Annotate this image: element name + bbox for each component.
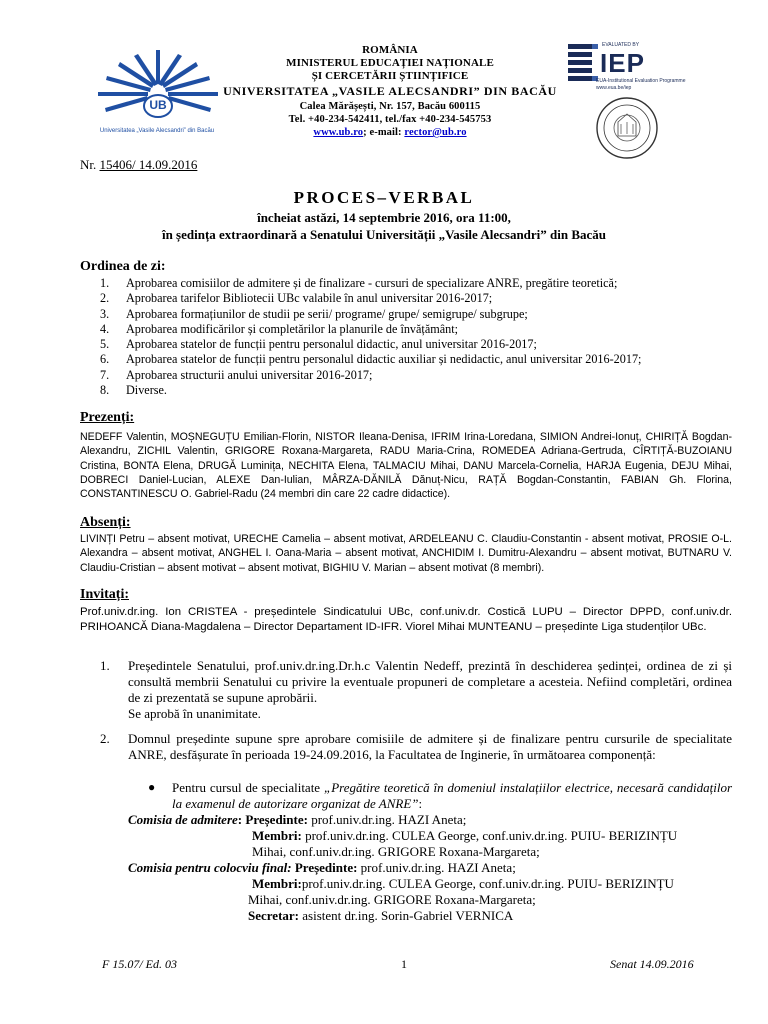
colloquium-commission <box>128 860 516 876</box>
colloquium-members-cont: Mihai, conf.univ.dr.ing. GRIGORE Roxana-Margareta; <box>248 892 536 907</box>
minutes-item-2 <box>100 731 732 763</box>
university-logo-caption: Universitatea „Vasile Alecsandri” din Bacău <box>99 128 215 134</box>
iep-evaluated-by: EVALUATED BY <box>602 42 640 48</box>
email-link[interactable]: rector@ub.ro <box>404 127 467 138</box>
agenda-heading: Ordinea de zi: <box>80 259 166 274</box>
minutes-item-1 <box>100 658 732 722</box>
invited-heading: Invitați: <box>80 587 129 602</box>
footer-senate-date: Senat 14.09.2016 <box>610 957 694 971</box>
agenda-list <box>100 276 641 398</box>
minutes-item-number: 2. <box>100 731 110 746</box>
course-title: „Pregătire teoretică în domeniul instalațiilor electrice, necesară candidaților la examenul de autorizare organizat de ANRE” <box>172 780 733 811</box>
document-title: PROCES–VERBAL <box>293 188 475 207</box>
absent-heading: Absenți: <box>80 515 131 530</box>
agenda-item: 5. Aprobarea statelor de funcții pentru personalul didactic, anul universitar 2016-2017; <box>100 337 537 352</box>
course-description: Pentru cursul de specialitate „Pregătire teoretică în domeniul instalațiilor electrice, necesară candidaților la examenul de autorizare organizat de ANRE”: <box>172 780 733 811</box>
invited-list: Prof.univ.dr.ing. Ion CRISTEA - președintele Sindicatului UBc, conf.univ.dr. Costică LUPU – Director DPPD, conf.univ.dr. PRIHOANCĂ Diana-Magdalena – Director Departament ID-IFR. Viorel Mihai MUNTEANU – președinte Liga studenților UBc. <box>80 606 732 633</box>
header-contact <box>200 127 580 138</box>
admission-president-label: Președinte: <box>245 812 308 827</box>
absent-list: LIVINȚI Petru – absent motivat, URECHE Camelia – absent motivat, ARDELEANU C. Claudiu-Constantin - absent motivat, PROSIE O-L. Alexandra – absent motivat, ANGHEL I. Oana-Maria – absent motivat, ANCHIDIM I. Dumitru-Alexandru – absent motivat, BUTNARU V. Claudiu-Cristian – absent motivat – absent motivat, BIGHIU V. Marian – absent motivat (8 membri). <box>80 533 732 574</box>
header-university: UNIVERSITATEA „VASILE ALECSANDRI” DIN BACĂU <box>223 84 557 98</box>
footer-page-number: 1 <box>401 957 407 971</box>
university-logo-initials: UB <box>149 98 167 112</box>
colloquium-president-label: Președinte: <box>294 860 358 875</box>
header-phone: Tel. +40-234-542411, tel./fax +40-234-545753 <box>288 114 492 125</box>
colloquium-members: Membri:prof.univ.dr.ing. CULEA George, conf.univ.dr.ing. PUIU- BERIZINȚU <box>252 876 674 891</box>
admission-members: Membri: prof.univ.dr.ing. CULEA George, conf.univ.dr.ing. PUIU- BERIZINȚU <box>252 828 678 843</box>
document-number-value: 15406/ 14.09.2016 <box>99 157 198 172</box>
present-heading: Prezenți: <box>80 410 135 425</box>
agenda-item: 6. Aprobarea statelor de funcții pentru personalul didactic auxiliar și nedidactic, anul universitar 2016-2017; <box>100 352 642 367</box>
present-list: NEDEFF Valentin, MOȘNEGUȚU Emilian-Florin, NISTOR Ileana-Denisa, IFRIM Irina-Loredana, SIMION Andrei-Ionuț, CHIRIȚĂ Bogdan-Alexandru, ZICHIL Valentin, GRIGORE Roxana-Margareta, RADU Maria-Crina, ROMEDEA Adriana-Gertruda, CÎRTIȚĂ-BUZOIANU Cristina, BONTA Elena, DRUGĂ Luminița, NECHITA Elena, TALMACIU Mihai, DANU Marcela-Cornelia, HARJA Eugenia, DEJU Mihai, DOBRECI Daniel-Lucian, ALEXE Dan-Iulian, MÂRZA-DĂNILĂ Dănuț-Nicu, RAȚĂ Bogdan-Constantin, FABIAN Gh. Florina, CONSTANTINESCU O. Gabriel-Radu (24 membri din care 22 cadre didactice). <box>80 431 732 501</box>
minutes-item-result: Se aprobă în unanimitate. <box>128 706 261 721</box>
agenda-item: 7. Aprobarea structurii anului universitar 2016-2017; <box>100 367 373 382</box>
footer-form-code: F 15.07/ Ed. 03 <box>102 957 177 971</box>
iep-caption: EUA-Institutional Evaluation Programme <box>596 78 686 84</box>
course-prefix: Pentru cursul de specialitate <box>172 780 324 795</box>
agenda-item: 8. Diverse. <box>100 383 167 398</box>
website-link[interactable]: www.ub.ro <box>313 127 364 138</box>
header-address: Calea Mărășești, Nr. 157, Bacău 600115 <box>299 101 481 112</box>
bullet-icon: ● <box>148 780 156 794</box>
admission-commission: Comisia de admitere: Președinte: prof.univ.dr.ing. HAZI Aneta; <box>128 812 467 827</box>
header-ministry-line1: MINISTERUL EDUCAȚIEI NAȚIONALE <box>286 57 494 69</box>
colloquium-secretary: Secretar: asistent dr.ing. Sorin-Gabriel VERNICA <box>248 908 514 923</box>
iep-url: www.eua.be/iep <box>596 85 632 91</box>
colloquium-president: prof.univ.dr.ing. HAZI Aneta; <box>357 860 516 875</box>
colloquium-label: Comisia pentru colocviu final: <box>128 860 292 875</box>
email-label: ; e-mail: <box>363 127 405 138</box>
document-subtitle-2: în ședința extraordinară a Senatului Universității „Vasile Alecsandri” din Bacău <box>161 227 607 242</box>
admission-members-cont: Mihai, conf.univ.dr.ing. GRIGORE Roxana-Margareta; <box>252 844 540 859</box>
document-number <box>80 157 197 173</box>
iep-logo <box>566 40 688 160</box>
header-country: ROMÂNIA <box>362 44 418 56</box>
agenda-item: 2. Aprobarea tarifelor Bibliotecii UBc valabile în anul universitar 2016-2017; <box>100 291 493 306</box>
agenda-item: 4. Aprobarea modificărilor și completărilor la planurile de învățământ; <box>100 321 458 336</box>
minutes-item-text: Domnul președinte supune spre aprobare comisiile de admitere și de finalizare pentru cursurile de specialitate ANRE, desfășurate în perioada 19-24.09.2016, la Facultatea de Inginerie, în următoarea componență: <box>128 731 732 762</box>
document-number-label: Nr. <box>80 157 100 172</box>
minutes-item-text: Președintele Senatului, prof.univ.dr.ing.Dr.h.c Valentin Nedeff, prezintă în deschiderea ședinței, ordinea de zi și consultă membrii Senatului cu privire la eventuale propuneri de completare a acesteia. Nefiind completări, ordinea de zi prezentată se supune aprobării. <box>128 658 732 705</box>
iep-name: IEP <box>600 48 645 78</box>
header-ministry-line2: ȘI CERCETĂRII ȘTIINȚIFICE <box>311 70 469 82</box>
agenda-item: 1. Aprobarea comisiilor de admitere și de finalizare - cursuri de specializare ANRE, pregătire teoretică; <box>100 276 618 290</box>
agenda-item: 3. Aprobarea formațiunilor de studii pe serii/ programe/ grupe/ semigrupe/ subgrupe; <box>100 306 528 321</box>
admission-label: Comisia de admitere <box>128 812 238 827</box>
minutes-item-number: 1. <box>100 658 110 673</box>
admission-president: prof.univ.dr.ing. HAZI Aneta; <box>307 812 467 827</box>
document-subtitle-1: încheiat astăzi, 14 septembrie 2016, ora 11:00, <box>257 210 511 225</box>
